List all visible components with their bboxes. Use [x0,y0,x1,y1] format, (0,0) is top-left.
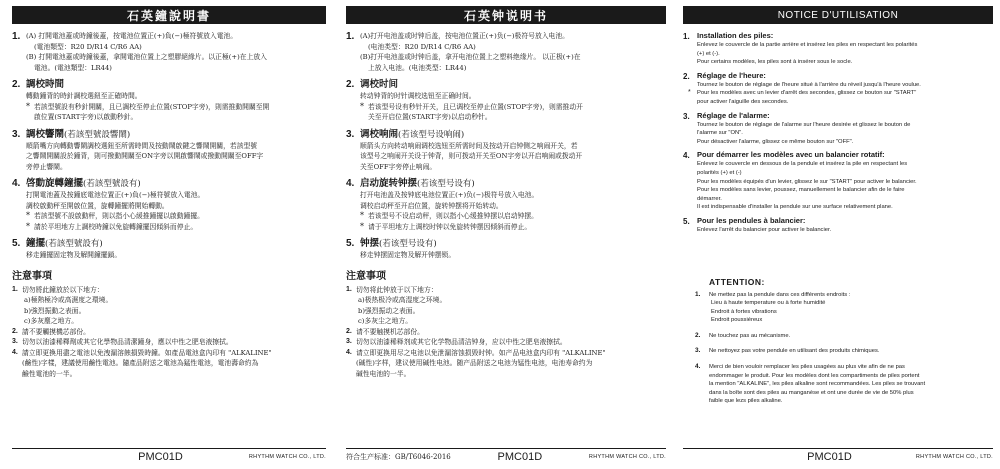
traditional-chinese-panel [12,6,326,464]
simplified-chinese-panel [346,6,666,464]
text-line: la mention "ALKALINE", les piles alkaline sont recommandées. Les piles se trouvant [709,381,926,388]
attention-item [683,332,993,341]
instruction-section [683,31,993,67]
note-number: 3. [12,338,18,345]
instruction-section [346,178,666,232]
section-number: 5. [683,216,690,226]
note-line [12,295,326,306]
section-number: 4. [346,178,355,189]
note-line [12,285,326,296]
text-line: Pour certains modèles, les piles sont à insérer sous le socle. [697,59,853,66]
text-line: (A) 打開電池蓋或時鐘後蓋，按電池位置正(+)負(−)極符號放入電池。 [26,32,238,40]
section-heading-text: 鐘擺 [26,238,46,249]
note-text: 切勿将此钟放于以下地方： [356,285,438,294]
trad-title: 石英鐘說明書 [12,6,326,24]
fr-body [683,31,993,235]
section-heading-text: 調校響鬧 [26,128,65,140]
brand-name: RHYTHM WATCH CO., LTD. [915,453,993,460]
section-number: 2. [683,71,690,81]
section-number: 4. [12,178,21,189]
note-text: (碱性)字样，建议使用碱性电池。随产品附送之电池为锰性电池，电池寿命约为 [356,359,593,367]
attention-list [683,291,993,407]
note-text: (鹼性)字樣，建議使用鹼性電池。隨產品附送之電池為錳性電池，電池壽命約為 [22,359,259,367]
instruction-section [12,129,326,173]
section-number: 1. [12,31,21,42]
section-number: 3. [346,128,355,140]
text-line: l'alarme sur "ON". [697,130,743,137]
text-line: Il est indispensable d'installer la pendule sur une surface relativement plane. [697,204,893,211]
production-standard: 符合生产标准：GB/T6046-2016 [346,452,451,461]
note-text: c)多灰塵之地方。 [24,317,79,325]
section-heading [360,129,666,141]
instruction-section [12,31,326,73]
section-heading: Pour démarrer les modèles avec un balancier rotatif: [697,150,885,160]
attention-item [683,291,993,325]
section-heading: Réglage de l'alarme: [697,110,770,120]
section-heading-note: (若该型号设响闹) [398,129,465,140]
text-line: 移走鐘擺固定物及解開鐘擺鎖。 [26,251,122,259]
note-line [12,369,326,380]
instruction-section [12,79,326,123]
instruction-section [683,150,993,212]
section-number: 4. [683,151,690,161]
note-number: 2. [12,327,18,335]
text-line: 调校启动秤至开启位置，旋转钟摆将开始转动。 [360,201,503,210]
simp-body [346,31,666,261]
text-line: (B)打开电池盖或时钟后盖，拿开电池位置上之塑料绝缘片。 以正极(+)在 [360,53,581,61]
note-text: 请立即更换用尽之电池以免泄漏溶蚀损毁时钟。如产品电池盒内印有 "ALKALINE" [356,348,606,357]
attention-number: 4. [695,363,701,371]
note-text: 請立即更換用盡之電池以免洩漏溶蝕損毀時鐘。如產品電池盒內印有 "ALKALINE" [22,348,272,357]
model-number: PMC01D [497,450,543,463]
section-heading-note: (若该型号设有) [379,239,437,249]
note-number: 2. [346,327,352,335]
text-line: Merci de bien vouloir remplacer les piles usagées au plus vite afin de ne pas [709,364,905,371]
trad-notes-title: 注意事項 [12,270,52,282]
note-line [12,316,326,327]
attention-number: 1. [695,290,701,298]
note-text: 碱性电池的一半。 [356,369,411,378]
instruction-section [346,238,666,261]
note-number: 4. [12,348,18,356]
note-text: 切勿將此鐘放於以下地方： [22,285,104,294]
trad-footer [12,448,326,464]
section-number: 3. [12,128,21,140]
section-heading-note: (若该型号设有) [417,179,475,189]
text-line: 旁停止響鬧。 [26,162,67,171]
text-line: polarités (+) et (-) [697,169,742,176]
section-number: 5. [12,238,21,249]
instruction-section [683,111,993,147]
text-line: Enlevez l'arrêt du balancier pour activer le balancier. [697,226,832,233]
text-line: (B) 打開電池蓋或時鐘後蓋，拿開電池位置上之塑膠絕緣片。以正極(+)在上放入 [26,53,267,61]
text-line: Enlevez le couvercle de la partie arrière et insérez les piles en respectant les polarités [697,42,918,48]
note-line [346,316,666,327]
note-text: 鹼性電池的一半。 [22,369,77,378]
text-line: démarrer. [697,195,722,202]
starred-note-line: * 若该型号不设启动秤，则以指小心缓推钟摆以启动钟摆。 [360,211,666,222]
text-line: (A)打开电池盖或时钟后盖，按电池位置正(+)负(−)极符号放入电池。 [360,32,569,40]
section-heading [26,178,326,190]
instruction-section [683,71,993,107]
text-line: 順箭嘴方向轉動響鬧調校選鈕至所需時間及按動鬧啟鍵之響鬧開關，若該型號 [26,141,258,150]
note-text: b)强烈振动之表面。 [358,306,420,315]
note-text: a)極熱極冷或高濕度之環境。 [24,296,113,304]
instruction-section [683,216,993,235]
note-number: 4. [346,348,352,356]
note-text: 切勿以油漆稀釋劑或其它化學物品清潔鐘身，應以中性之肥皂液擦拭。 [22,338,233,346]
trad-notes [12,285,326,380]
attention-item [683,347,993,356]
text-line: Enlevez le couvercle en dessous de la pendule et insérez la pile en respectant les [697,161,908,168]
note-line [12,327,326,338]
text-line: 顺箭头方向转动响闹调校选钮至所需时间及按动开启钟侧之响闹开关，若 [360,141,578,150]
note-text: 請不要觸摸機芯部份。 [22,327,90,336]
text-line: (+) et (-). [697,50,720,57]
instruction-section [346,31,666,73]
fr-title: NOTICE D'UTILISATION [683,6,993,24]
text-line: Tournez le bouton de réglage de l'alarme sur l'heure desirée et glissez le bouton de [697,121,911,128]
text-line: 電池。(電池類型：LR44) [34,63,112,72]
attention-number: 3. [695,347,701,355]
text-line: Ne mettez pas la pendule dans ces différents endroits : [709,291,851,298]
brand-name: RHYTHM WATCH CO., LTD. [248,453,326,460]
text-line: endommager le produit. Pour les modèles dont les compartiments de piles portent [709,372,920,379]
starred-note-line: * 若该型号设有秒针开关，且已调校至停止位置(STOP字旁)，则需推动开 [360,102,666,113]
section-heading [26,238,326,250]
model-number: PMC01D [138,450,183,463]
starred-note-line: * 请于平坦地方上调校时钟以免旋转钟摆因倾斜而停止。 [360,222,666,233]
note-text: a)极热极冷或高湿度之环境。 [358,296,447,304]
trad-body [12,31,326,261]
text-line: 转动钟背的时针调校选钮至正确时间。 [360,92,476,100]
note-line [12,358,326,369]
brand-name: RHYTHM WATCH CO., LTD. [588,453,666,460]
section-heading-note: (若該型號設有) [83,179,141,189]
simp-footer [346,448,666,464]
starred-note-line: * 請於平坦地方上調校時鐘以免旋轉鐘擺因傾斜而停止。 [26,222,326,233]
section-number: 3. [683,111,690,121]
text-line: faible que lezs piles alkaline. [709,398,783,405]
starred-note-line: * 若該型號不設啟動秤，則以指小心緩推鐘擺以啟動鐘擺。 [26,211,326,222]
section-number: 2. [12,79,21,90]
attention-item [683,363,993,406]
section-heading-text: 调校响闹 [360,128,399,140]
section-heading-text: 啓動旋轉鐘擺 [26,178,84,189]
simp-title: 石英钟说明书 [346,6,666,24]
section-heading [26,129,326,141]
section-number: 2. [346,79,355,90]
note-line [346,358,666,369]
french-panel [683,6,993,464]
text-line: Endroit à fortes vibrations [711,308,777,315]
note-line [12,348,326,359]
text-line: 关至开启位置(START字旁)以启动秒针。 [368,113,492,121]
simp-notes-title: 注意事项 [346,270,386,282]
text-line: 关至OFF字旁停止响闹。 [360,162,437,171]
text-line: Ne nettoyez pas votre pendule en utilisant des produits chimiques. [709,348,880,355]
text-line: 調校啟動秤至開啟位置，旋轉鐘擺將開始轉動。 [26,201,169,210]
text-line: Pour désactiver l'alarme, glissez ce même bouton sur "OFF". [697,138,854,145]
note-text: 切勿以油漆稀释剂或其它化学物品清洁钟身，应以中性之肥皂液擦拭。 [356,338,567,346]
text-line: Endroit poussiéreux [711,317,763,324]
section-number: 5. [346,238,355,249]
text-line: 该型号之响闹开关设于钟背，则可拨动开关至ON字旁以开启响闹或拨动开 [360,152,583,160]
attention-number: 2. [695,331,701,339]
text-line: Tournez le bouton de réglage de l'heure situé à l'arrière du réveil jusqu'à l'heure voulue. [697,81,921,88]
instruction-section [346,79,666,123]
text-line: 上放入电池。(电池类型：LR44) [368,63,467,72]
section-number: 1. [683,32,690,41]
text-line: (电池类型：R20 D/R14 C/R6 AA) [368,42,476,51]
starred-note-line: * 若該型號設有秒針開關，且已調校至停止位置(STOP字旁)，則需推動開關至開 [26,102,326,113]
section-heading [360,238,666,250]
text-line: 打開電池蓋及按鐘底電池位置正(+)負(−)極符號放入電池。 [26,191,205,199]
section-heading: Installation des piles: [697,31,774,40]
note-text: b)強烈振動之表面。 [24,306,86,315]
simp-notes [346,285,666,380]
text-line: 轉動鐘背的時針調校選鈕至正確時間。 [26,92,142,100]
instruction-section [12,238,326,261]
note-line [346,306,666,317]
note-line [346,348,666,359]
text-line: Pour les modèles sans levier, poussez, manuellement le balancier afin de le faire [697,187,905,194]
text-line: Pour les modèles équipés d'un levier, glissez le sur "START" pour activer le balancier. [697,178,917,185]
note-number: 1. [346,285,352,293]
starred-note-line: * Pour les modèles avec un levier d'arrêt des secondes, glissez ce bouton sur "START" [697,89,993,98]
note-number: 3. [346,338,352,345]
instruction-section [12,178,326,232]
text-line: 打开电池盖及按钟底电池位置正(+)负(−)极符号放入电池。 [360,191,539,199]
note-text: c)多灰尘之地方。 [358,317,413,325]
text-line: Lieu à haute temperature ou à forte humidité [711,300,826,307]
attention-title: ATTENTION: [709,276,765,287]
section-heading [360,178,666,190]
section-heading [360,79,666,91]
fr-footer [683,448,993,464]
note-line [346,285,666,296]
section-heading: Réglage de l'heure: [697,70,766,80]
section-heading-text: 調校時間 [26,79,65,90]
section-heading-note: (若該型號設有) [45,239,103,249]
section-heading-text: 启动旋转钟摆 [360,178,418,189]
section-heading-note: (若該型號設響鬧) [64,129,131,140]
note-line [12,337,326,348]
section-heading-text: 调校时间 [360,79,399,90]
section-number: 1. [346,31,355,42]
instruction-section [346,129,666,173]
section-heading-text: 钟摆 [360,238,380,249]
text-line: 之響鬧開關設於鐘背，則可撥動開關至ON字旁以開啟響鬧或撥動開關至OFF字 [26,152,264,160]
note-number: 1. [12,285,18,293]
text-line: 啟位置(START字旁)以啟動秒針。 [34,113,138,121]
text-line: pour activer l'aiguille des secondes. [697,98,789,105]
model-number: PMC01D [807,450,852,463]
text-line: Ne touchez pas au mécanisme. [709,332,791,339]
note-line [346,327,666,338]
note-line [346,369,666,380]
note-text: 请不要触摸机芯部份。 [356,327,424,336]
text-line: dans la boîte sont des piles au manganèse et ont une durée de vie de 50% plus [709,389,914,396]
section-heading [26,79,326,91]
note-line [12,306,326,317]
note-line [346,337,666,348]
text-line: (電池類型：R20 D/R14 C/R6 AA) [34,42,142,51]
text-line: 移走钟摆固定物及解开钟摆锁。 [360,251,456,259]
note-line [346,295,666,306]
section-heading: Pour les pendules à balancier: [697,215,806,225]
